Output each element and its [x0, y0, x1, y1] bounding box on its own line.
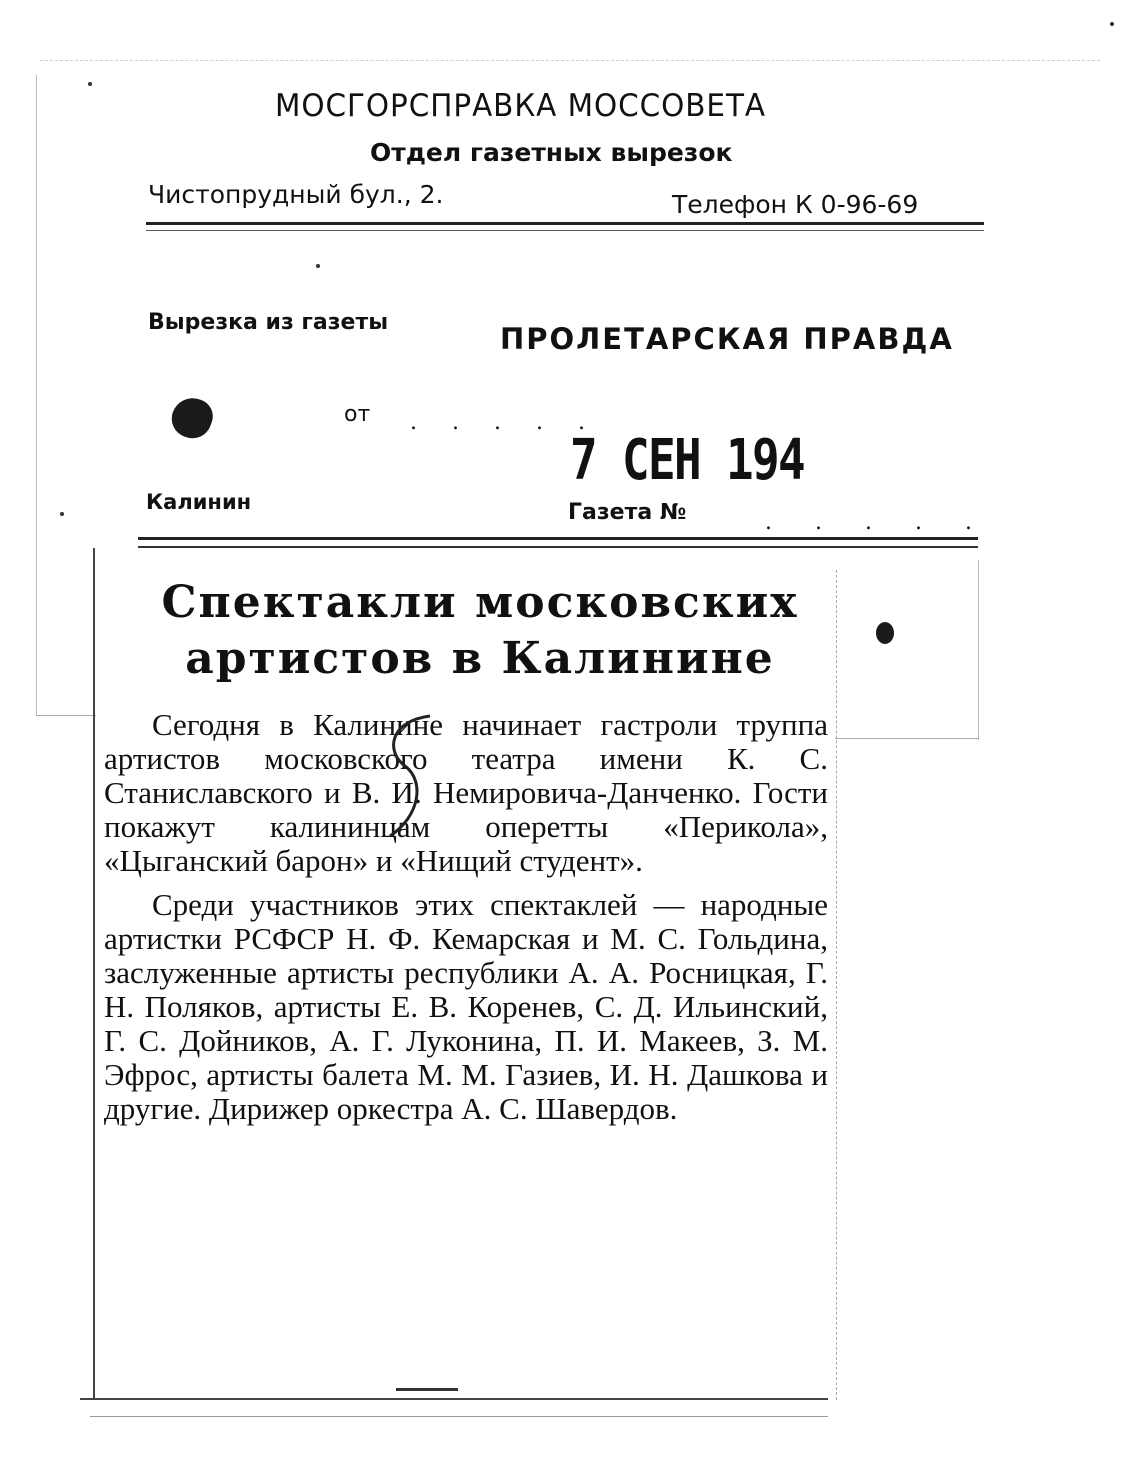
- address: Чистопрудный бул., 2.: [148, 180, 444, 209]
- clipping-left-edge: [93, 548, 95, 1400]
- article-title-line-2: артистов в Калинине: [185, 633, 775, 684]
- clipping-bottom-edge: [80, 1398, 828, 1400]
- form-rule: [138, 537, 978, 540]
- speck: [316, 264, 320, 268]
- header-rule-thin: [146, 230, 984, 231]
- article-body: [104, 708, 828, 1136]
- article-paragraph-2: Среди участников этих спектаклей — народные артистки РСФСР Н. Ф. Кемарская и М. С. Гольдина, заслуженные артисты республики А. А. Росницкая, Г. Н. Поляков, артисты Е. В. Коренев, С. Д. Ильинский, Г. С. Дойников, А. Г. Луконина, П. И. Макеев, З. М. Эфрос, артисты балета М. М. Газиев, И. Н. Дашкова и другие. Дирижер оркестра А. С. Шавердов.: [104, 887, 828, 1126]
- clipping-bottom-edge-2: [90, 1416, 828, 1417]
- date-stamp: 7 СЕН 194: [570, 428, 805, 493]
- speck: [88, 82, 92, 86]
- article-title: [140, 575, 820, 687]
- pencil-mark: [380, 706, 440, 846]
- city-label: Калинин: [146, 490, 252, 514]
- side-ink-blot: [876, 622, 894, 644]
- form-rule-thin: [138, 546, 978, 548]
- newspaper-name: ПРОЛЕТАРСКАЯ ПРАВДА: [500, 322, 954, 356]
- article-title-line-1: Спектакли московских: [161, 577, 799, 628]
- organization-name: МОСГОРСПРАВКА МОССОВЕТА: [275, 88, 766, 124]
- frame-top-edge: [40, 60, 1100, 61]
- issue-dots: . . . . .: [765, 510, 990, 535]
- ink-blot-mark: [166, 392, 217, 443]
- header-rule: [146, 222, 984, 225]
- speck: [60, 512, 64, 516]
- article-paragraph-1: Сегодня в Калинине начинает гастроли труппа артистов московского театра имени К. С. Станиславского и В. И. Немировича-Данченко. Гости покажут калининцам оперетты «Перикола», «Цыганский барон» и «Нищий студент».: [104, 707, 828, 878]
- clipping-right-edge: [836, 570, 837, 1400]
- frame-right-edge: [978, 560, 979, 740]
- speck: [1110, 22, 1114, 26]
- from-dots: . . . . .: [410, 410, 599, 435]
- phone-number: Телефон К 0-96-69: [672, 190, 919, 219]
- department-name: Отдел газетных вырезок: [370, 138, 733, 167]
- frame-left-edge: [36, 75, 37, 715]
- issue-number-label: Газета №: [568, 500, 687, 525]
- from-label: от: [344, 402, 371, 427]
- article-end-rule: [396, 1388, 458, 1391]
- frame-right-bottom-edge: [835, 738, 979, 739]
- frame-left-bottom-edge: [36, 715, 96, 716]
- cut-from-label: Вырезка из газеты: [148, 310, 389, 335]
